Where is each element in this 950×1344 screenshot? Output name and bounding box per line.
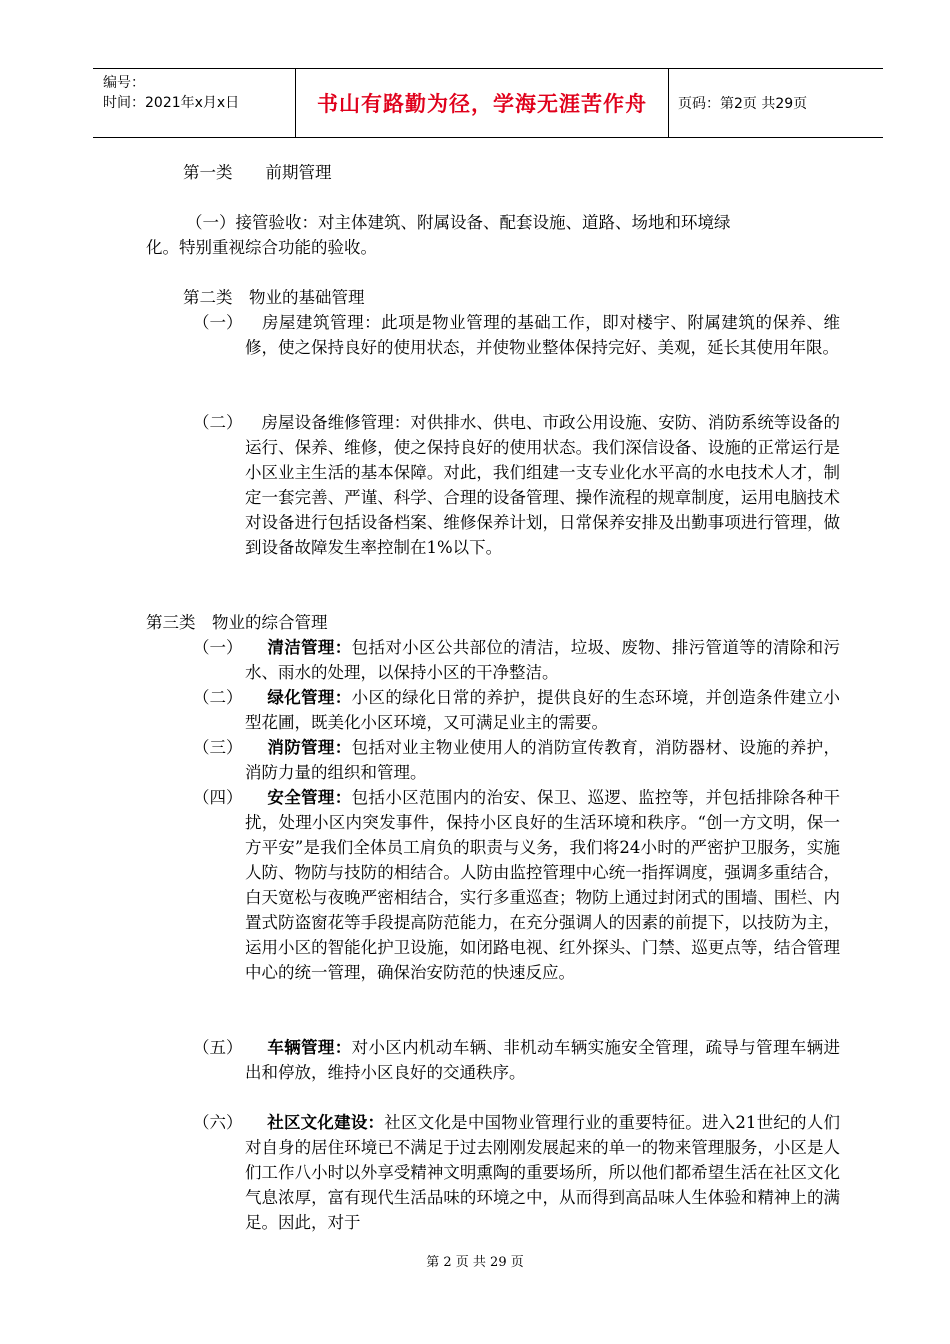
section-2-item-2-text: 房屋设备维修管理：对供排水、供电、市政公用设施、安防、消防系统等设备的运行、保养、维修，使之保持良好的使用状态。我们深信设备、设施的正常运行是小区业主生活的基本保障。对此，我们组建一支专业化水平高的水电技术人才，制定一套完善、严谨、科学、合理的设备管理、操作流程的规章制度，运用电脑技术对设备进行包括设备档案、维修保养计划，日常保养安排及出勤事项进行管理，做到设备故障发生率控制在1%以下。 — [245, 413, 840, 557]
header-page-info: 页码：第2页 共29页 — [678, 96, 808, 112]
section-3-item-2-text: 小区的绿化日常的养护，提供良好的生态环境，并创造条件建立小型花圃，既美化小区环境，又可满足业主的需要。 — [245, 688, 841, 732]
header-left-info — [103, 73, 293, 113]
section-3-item-6-label: 社区文化建设： — [267, 1113, 385, 1132]
section-1-title: 第一类 前期管理 — [183, 163, 332, 182]
header-time: 时间：2021年x月x日 — [103, 95, 240, 111]
section-3-item-1 — [245, 635, 840, 685]
section-2-item-2-number: （二） — [193, 413, 243, 432]
section-3-item-1-label: 清洁管理： — [267, 638, 352, 657]
section-3-item-2 — [245, 685, 840, 735]
section-3-item-5-number: （五） — [193, 1038, 243, 1057]
page-footer: 第 2 页 共 29 页 — [426, 1255, 524, 1270]
section-2-item-1-text: 房屋建筑管理：此项是物业管理的基础工作，即对楼宇、附属建筑的保养、维修，使之保持良好的使用状态，并使物业整体保持完好、美观，延长其使用年限。 — [245, 313, 840, 357]
section-2-title: 第二类 物业的基础管理 — [183, 288, 365, 307]
section-3-item-5-label: 车辆管理： — [267, 1038, 352, 1057]
doc-number-label: 编号： — [103, 75, 145, 91]
section-3-item-4-label: 安全管理： — [267, 788, 352, 807]
section-3-item-4 — [245, 785, 840, 985]
section-3-item-4-number: （四） — [193, 788, 243, 807]
section-3-item-3-label: 消防管理： — [267, 738, 352, 757]
section-3-item-5-text: 对小区内机动车辆、非机动车辆实施安全管理，疏导与管理车辆进出和停放，维持小区良好的交通秩序。 — [245, 1038, 841, 1082]
section-3-item-3-number: （三） — [193, 738, 243, 757]
section-3-item-1-text: 包括对小区公共部位的清洁，垃圾、废物、排污管道等的清除和污水、雨水的处理，以保持小区的干净整洁。 — [245, 638, 841, 682]
header-motto: 书山有路勤为径，学海无涯苦作舟 — [317, 92, 647, 116]
section-3-item-1-number: （一） — [193, 638, 243, 657]
page-header — [93, 68, 883, 138]
section-3-item-6-text: 社区文化是中国物业管理行业的重要特征。进入21世纪的人们对自身的居住环境已不满足于过去刚刚发展起来的单一的物来管理服务，小区是人们工作八小时以外享受精神文明熏陶的重要场所，所以他们都希望生活在社区文化气息浓厚，富有现代生活品味的环境之中，从而得到高品味人生体验和精神上的满足。因此，对于 — [245, 1113, 840, 1232]
section-2-item-1-number: （一） — [193, 313, 243, 332]
section-3-item-6 — [245, 1110, 840, 1235]
section-3-item-6-number: （六） — [193, 1113, 243, 1132]
section-3-item-3 — [245, 735, 840, 785]
section-3-item-2-number: （二） — [193, 688, 243, 707]
section-3-item-2-label: 绿化管理： — [267, 688, 352, 707]
section-3-item-4-text: 包括小区范围内的治安、保卫、巡逻、监控等，并包括排除各种干扰，处理小区内突发事件，保持小区良好的生活环境和秩序。“创一方文明，保一方平安”是我们全体员工肩负的职责与义务，我们将24小时的严密护卫服务，实施人防、物防与技防的相结合。人防由监控管理中心统一指挥调度，强调多重结合，白天宽松与夜晚严密相结合，实行多重巡查；物防上通过封闭式的围墙、围栏、内置式防盗窗花等手段提高防范能力，在充分强调人的因素的前提下，以技防为主，运用小区的智能化护卫设施，如闭路电视、红外探头、门禁、巡更点等，结合管理中心的统一管理，确保治安防范的快速反应。 — [245, 788, 841, 982]
section-3-title: 第三类 物业的综合管理 — [146, 613, 328, 632]
header-motto-cell — [295, 69, 669, 137]
section-3-item-5 — [245, 1035, 840, 1085]
section-3-item-3-text: 包括对业主物业使用人的消防宣传教育，消防器材、设施的养护，消防力量的组织和管理。 — [245, 738, 841, 782]
section-1-item-1-line-2: 化。特别重视综合功能的验收。 — [146, 238, 377, 257]
section-1-item-1-line-1: （一）接管验收：对主体建筑、附属设备、配套设施、道路、场地和环境绿 — [186, 213, 731, 232]
